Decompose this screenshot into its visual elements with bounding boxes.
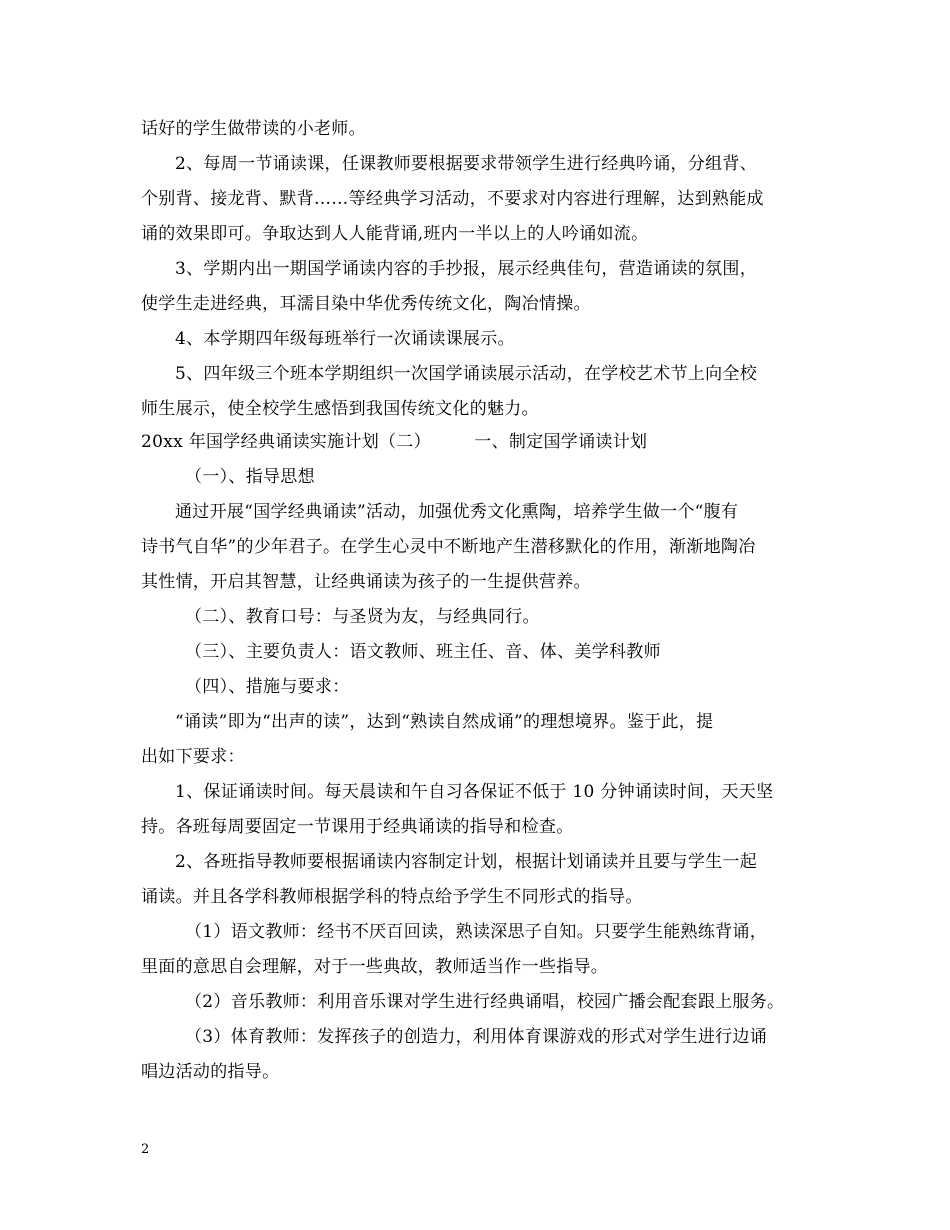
text-line: 话好的学生做带读的小老师。 (141, 119, 366, 139)
text-line: 1、保证诵读时间。每天晨读和午自习各保证不低于 10 分钟诵读时间，天天坚 (175, 782, 774, 802)
subheading: （一）、指导思想 (185, 467, 315, 487)
text-line: 诵读。并且各学科教师根据学科的特点给予学生不同形式的指导。 (141, 887, 643, 907)
text-line: 3、学期内出一期国学诵读内容的手抄报，展示经典佳句，营造诵读的氛围， (175, 259, 758, 279)
text-line: 使学生走进经典，耳濡目染中华优秀传统文化，陶冶情操。 (141, 294, 591, 314)
subheading: （二）、教育口号：与圣贤为友，与经典同行。 (185, 607, 540, 627)
text-line: 里面的意思自会理解，对于一些典故，教师适当作一些指导。 (141, 957, 609, 977)
text-line: 出如下要求： (141, 747, 245, 767)
section-heading: 20xx 年国学经典诵读实施计划（二） 一、制定国学诵读计划 (141, 432, 648, 452)
text-line: 2、各班指导教师要根据诵读内容制定计划，根据计划诵读并且要与学生一起 (175, 852, 758, 872)
text-line: 持。各班每周要固定一节课用于经典诵读的指导和检查。 (141, 817, 574, 837)
text-line: “诵读”即为“出声的读”，达到“熟读自然成诵”的理想境界。鉴于此，提 (175, 712, 714, 732)
subheading: （四）、措施与要求： (185, 677, 350, 697)
subheading: （三）、主要负责人：语文教师、班主任、音、体、美学科教师 (185, 642, 661, 662)
text-line: （3）体育教师：发挥孩子的创造力，利用体育课游戏的形式对学生进行边诵 (185, 1027, 768, 1047)
text-line: 师生展示，使全校学生感悟到我国传统文化的魅力。 (141, 399, 539, 419)
text-line: 个别背、接龙背、默背……等经典学习活动，不要求对内容进行理解，达到熟能成 (141, 189, 764, 209)
text-line: （2）音乐教师：利用音乐课对学生进行经典诵唱，校园广播会配套跟上服务。 (185, 992, 785, 1012)
text-line: 其性情，开启其智慧，让经典诵读为孩子的一生提供营养。 (141, 572, 591, 592)
text-line: 诗书气自华”的少年君子。在学生心灵中不断地产生潜移默化的作用，渐渐地陶冶 (141, 537, 756, 557)
text-line: （1）语文教师：经书不厌百回读，熟读深思子自知。只要学生能熟练背诵， (185, 922, 768, 942)
text-line: 2、每周一节诵读课，任课教师要根据要求带领学生进行经典吟诵，分组背、 (175, 154, 758, 174)
text-line: 唱边活动的指导。 (141, 1062, 280, 1082)
text-line: 4、本学期四年级每班举行一次诵读课展示。 (175, 329, 515, 349)
text-line: 通过开展“国学经典诵读”活动，加强优秀文化熏陶，培养学生做一个“腹有 (175, 502, 739, 522)
page-number: 2 (141, 1142, 150, 1157)
text-line: 诵的效果即可。争取达到人人能背诵,班内一半以上的人吟诵如流。 (141, 224, 649, 244)
text-line: 5、四年级三个班本学期组织一次国学诵读展示活动，在学校艺术节上向全校 (175, 364, 758, 384)
